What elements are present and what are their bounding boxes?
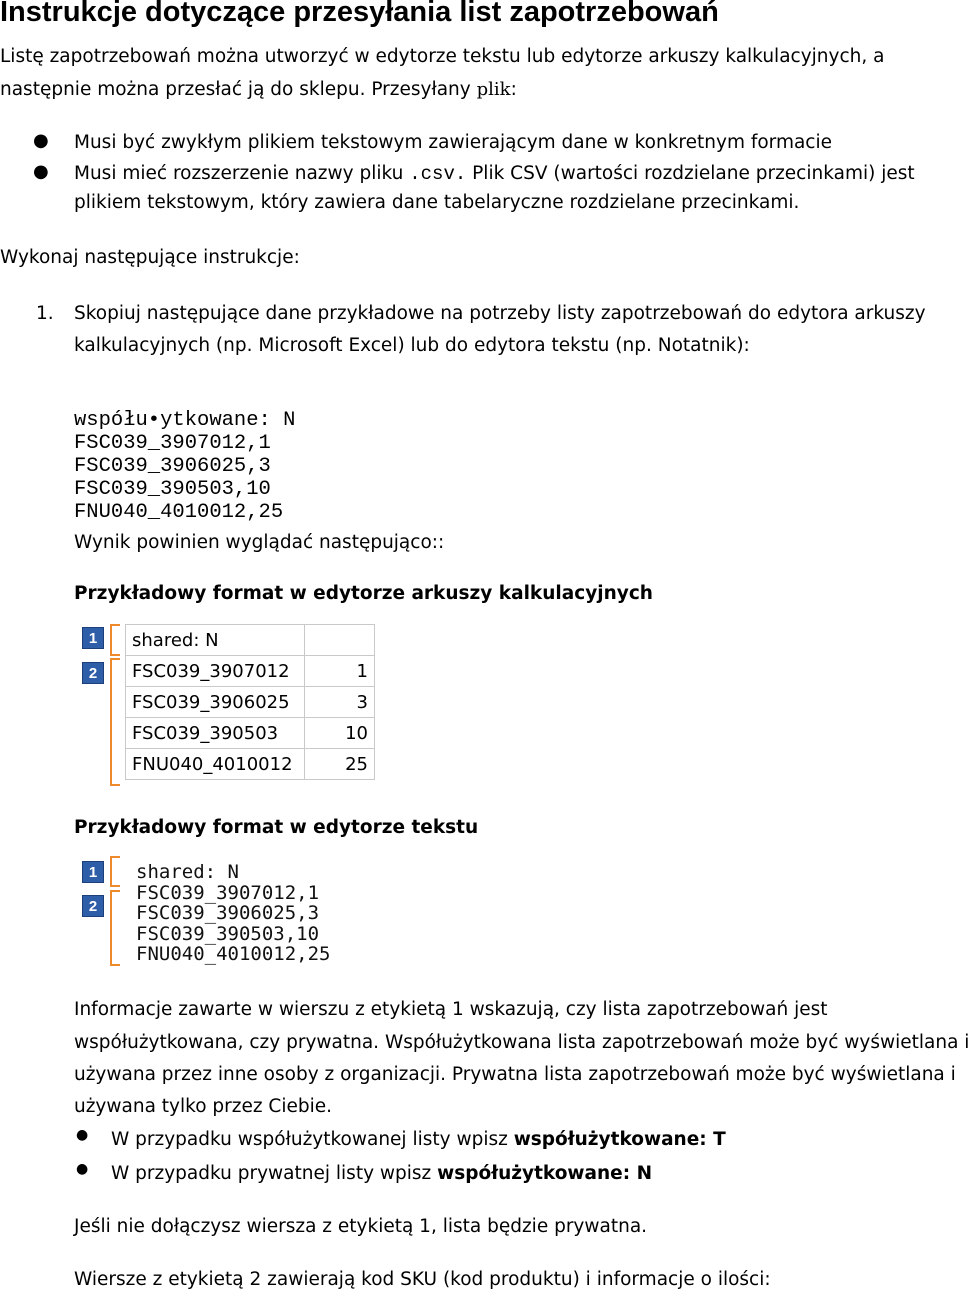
requirement-1: Musi być zwykłym plikiem tekstowym zawierającym dane w konkretnym formacie xyxy=(74,132,833,153)
option-shared-text: W przypadku współużytkowanej listy wpisz xyxy=(111,1129,508,1150)
requirement-2-line-2: plikiem tekstowym, który zawiera dane tabelaryczne rozdzielane przecinkami. xyxy=(74,192,800,213)
text-line: FSC039_3907012,1 xyxy=(136,881,320,904)
table-row xyxy=(126,625,375,656)
bracket-row-1 xyxy=(110,856,120,887)
table-row xyxy=(126,749,375,780)
sample-code-block xyxy=(74,386,295,547)
text-line: FNU040_4010012,25 xyxy=(136,943,331,965)
text-editor-example xyxy=(136,862,330,965)
info-line-4: używana tylko przez Ciebie. xyxy=(74,1096,333,1117)
info-line-3: używana przez inne osoby z organizacji. Prywatna lista zapotrzebowań może być wyświetlana i xyxy=(74,1064,956,1085)
bracket-rows-2 xyxy=(110,658,120,786)
table-row xyxy=(126,718,375,749)
info-line-2: współużytkowana, czy prywatna. Współużytkowana lista zapotrzebowań może być wyświetlana i xyxy=(74,1032,970,1053)
steps-intro: Wykonaj następujące instrukcje: xyxy=(0,247,300,268)
result-text: Wynik powinien wyglądać następująco:: xyxy=(74,532,445,553)
cell-sku: FNU040_4010012 xyxy=(126,749,305,780)
bullet-icon: ● xyxy=(76,1127,89,1143)
intro-line-2-text: następnie można przesłać ją do sklepu. Przesyłany xyxy=(0,79,471,100)
code-line: współu•ytkowane: N xyxy=(74,409,296,432)
note-private: Jeśli nie dołączysz wiersza z etykietą 1, lista będzie prywatna. xyxy=(74,1216,648,1237)
requirement-2-text: Musi mieć rozszerzenie nazwy pliku xyxy=(74,163,404,184)
requirement-2 xyxy=(74,158,915,190)
text-editor-heading: Przykładowy format w edytorze tekstu xyxy=(74,817,479,838)
table-row xyxy=(126,656,375,687)
option-shared xyxy=(111,1124,726,1156)
spreadsheet-example xyxy=(125,624,375,780)
intro-line-1: Listę zapotrzebowań można utworzyć w edytorze tekstu lub edytorze arkuszy kalkulacyjnych, a xyxy=(0,46,885,67)
requirement-2-text-cont: Plik CSV (wartości rozdzielane przecinkami) jest xyxy=(472,163,915,184)
option-private xyxy=(111,1158,652,1190)
page-title: Instrukcje dotyczące przesyłania list zapotrzebowań xyxy=(0,0,719,28)
csv-extension: .csv. xyxy=(409,163,467,185)
intro-word-plik: plik xyxy=(476,79,511,100)
label-1-badge: 1 xyxy=(82,861,104,883)
table-row xyxy=(126,687,375,718)
bracket-rows-2 xyxy=(110,890,120,966)
step-number: 1. xyxy=(36,303,54,324)
cell-sku: FSC039_3907012 xyxy=(126,656,305,687)
spreadsheet-heading: Przykładowy format w edytorze arkuszy kalkulacyjnych xyxy=(74,583,653,604)
text-line: FSC039_3906025,3 xyxy=(136,902,320,924)
cell-sku: FSC039_390503 xyxy=(126,718,305,749)
label-2-badge: 2 xyxy=(82,895,104,917)
cell-qty: 1 xyxy=(305,656,375,687)
step-1-line-1: Skopiuj następujące dane przykładowe na potrzeby listy zapotrzebowań do edytora arkuszy xyxy=(74,303,926,324)
label-1-badge: 1 xyxy=(82,627,104,649)
text-line: FSC039_390503,10 xyxy=(136,922,320,945)
cell-qty xyxy=(305,625,375,656)
intro-line-2 xyxy=(0,74,517,106)
text-line: shared: N xyxy=(136,861,239,883)
bracket-row-1 xyxy=(110,624,120,656)
cell-qty: 3 xyxy=(305,687,375,718)
cell-qty: 10 xyxy=(305,718,375,749)
option-private-text: W przypadku prywatnej listy wpisz xyxy=(111,1163,432,1184)
code-line: FNU040_4010012,25 xyxy=(74,501,284,524)
note-rows-2: Wiersze z etykietą 2 zawierają kod SKU (kod produktu) i informacje o ilości: xyxy=(74,1269,771,1290)
bullet-icon: ● xyxy=(76,1161,89,1177)
cell-qty: 25 xyxy=(305,749,375,780)
label-2-badge: 2 xyxy=(82,662,104,684)
bullet-icon: ● xyxy=(33,161,49,182)
option-private-value: współużytkowane: N xyxy=(437,1163,653,1184)
cell-sku: shared: N xyxy=(126,625,305,656)
code-line: FSC039_390503,10 xyxy=(74,478,271,501)
step-1-line-2: kalkulacyjnych (np. Microsoft Excel) lub do edytora tekstu (np. Notatnik): xyxy=(74,335,750,356)
option-shared-value: współużytkowane: T xyxy=(513,1129,726,1150)
bullet-icon: ● xyxy=(33,130,49,151)
info-line-1: Informacje zawarte w wierszu z etykietą 1 wskazują, czy lista zapotrzebowań jest xyxy=(74,999,828,1020)
code-line: FSC039_3907012,1 xyxy=(74,432,271,455)
intro-colon: : xyxy=(510,79,517,100)
cell-sku: FSC039_3906025 xyxy=(126,687,305,718)
code-line: FSC039_3906025,3 xyxy=(74,455,271,478)
